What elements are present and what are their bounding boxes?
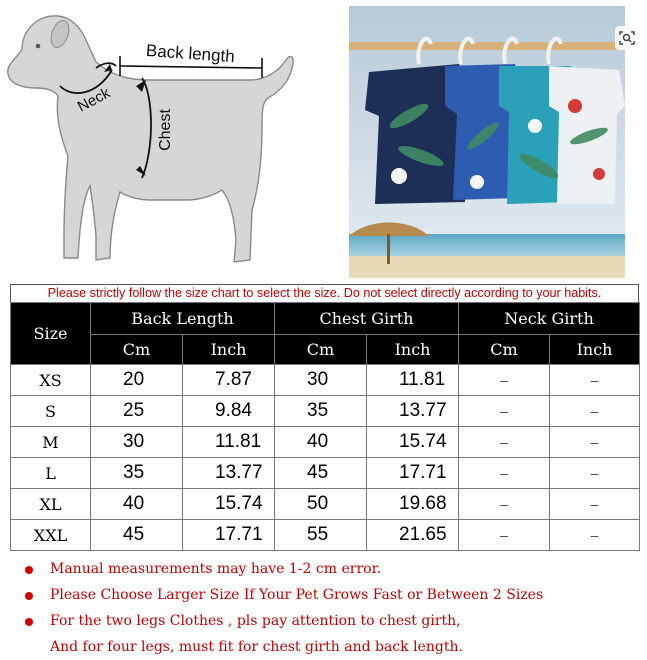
neck-cm-cell: – [459,396,550,427]
back-inch-cell: 11.81 [183,427,275,458]
back-inch-cell: 7.87 [183,365,275,396]
back-length-header: Back Length [91,303,275,335]
table-row [11,396,640,427]
note-item-continuation [20,634,640,660]
back-cm-cell: 35 [91,458,183,489]
neck-inch-cell: – [550,520,640,551]
back-cm-cell: 30 [91,427,183,458]
neck-girth-inch-header: Inch [550,335,640,365]
chest-cm-cell: 40 [275,427,367,458]
back-cm-cell: 45 [91,520,183,551]
neck-inch-cell: – [550,489,640,520]
neck-label: Neck [74,84,113,116]
neck-cm-cell: – [459,458,550,489]
size-cell: M [11,427,91,458]
chest-inch-cell: 17.71 [367,458,459,489]
note-text: For the two legs Clothes , pls pay attention to chest girth, [50,613,461,629]
table-row [11,520,640,551]
table-row [11,458,640,489]
chest-cm-cell: 30 [275,365,367,396]
neck-cm-cell: – [459,520,550,551]
neck-girth-header: Neck Girth [459,303,640,335]
note-text: Manual measurements may have 1-2 cm error. [50,561,382,577]
note-item [20,582,640,608]
chest-cm-cell: 50 [275,489,367,520]
chest-cm-cell: 35 [275,396,367,427]
chest-girth-header: Chest Girth [275,303,459,335]
size-notice: Please strictly follow the size chart to select the size. Do not select directly according to your habits. [10,284,639,302]
chest-girth-inch-header: Inch [367,335,459,365]
table-row [11,365,640,396]
note-item [20,556,640,582]
neck-cm-cell: – [459,427,550,458]
back-inch-cell: 9.84 [183,396,275,427]
back-length-inch-header: Inch [183,335,275,365]
chest-label: Chest [157,109,174,151]
chest-cm-cell: 55 [275,520,367,551]
table-row [11,489,640,520]
bullet-icon [25,618,33,626]
neck-inch-cell: – [550,458,640,489]
visual-search-icon [619,30,635,46]
chest-inch-cell: 13.77 [367,396,459,427]
product-photo [349,6,625,278]
back-inch-cell: 15.74 [183,489,275,520]
size-cell: XS [11,365,91,396]
back-length-cm-header: Cm [91,335,183,365]
notes-list [20,556,640,660]
size-header: Size [11,303,91,365]
chest-inch-cell: 19.68 [367,489,459,520]
size-cell: XL [11,489,91,520]
size-cell: L [11,458,91,489]
neck-cm-cell: – [459,489,550,520]
back-inch-cell: 13.77 [183,458,275,489]
chest-inch-cell: 15.74 [367,427,459,458]
back-cm-cell: 20 [91,365,183,396]
note-text: Please Choose Larger Size If Your Pet Grows Fast or Between 2 Sizes [50,587,544,603]
chest-inch-cell: 11.81 [367,365,459,396]
neck-inch-cell: – [550,427,640,458]
back-inch-cell: 17.71 [183,520,275,551]
note-text: And for four legs, must fit for chest girth and back length. [50,639,463,655]
back-cm-cell: 40 [91,489,183,520]
chest-cm-cell: 45 [275,458,367,489]
size-cell: XXL [11,520,91,551]
bullet-icon [25,566,33,574]
neck-inch-cell: – [550,365,640,396]
chest-girth-cm-header: Cm [275,335,367,365]
bullet-icon [25,592,33,600]
note-item [20,608,640,634]
size-chart-table [10,302,640,551]
back-cm-cell: 25 [91,396,183,427]
chest-inch-cell: 21.65 [367,520,459,551]
dog-measurement-diagram [0,0,345,278]
neck-cm-cell: – [459,365,550,396]
back-length-label: Back length [145,40,236,67]
visual-search-button[interactable] [615,26,639,50]
neck-inch-cell: – [550,396,640,427]
table-row [11,427,640,458]
neck-girth-cm-header: Cm [459,335,550,365]
size-cell: S [11,396,91,427]
